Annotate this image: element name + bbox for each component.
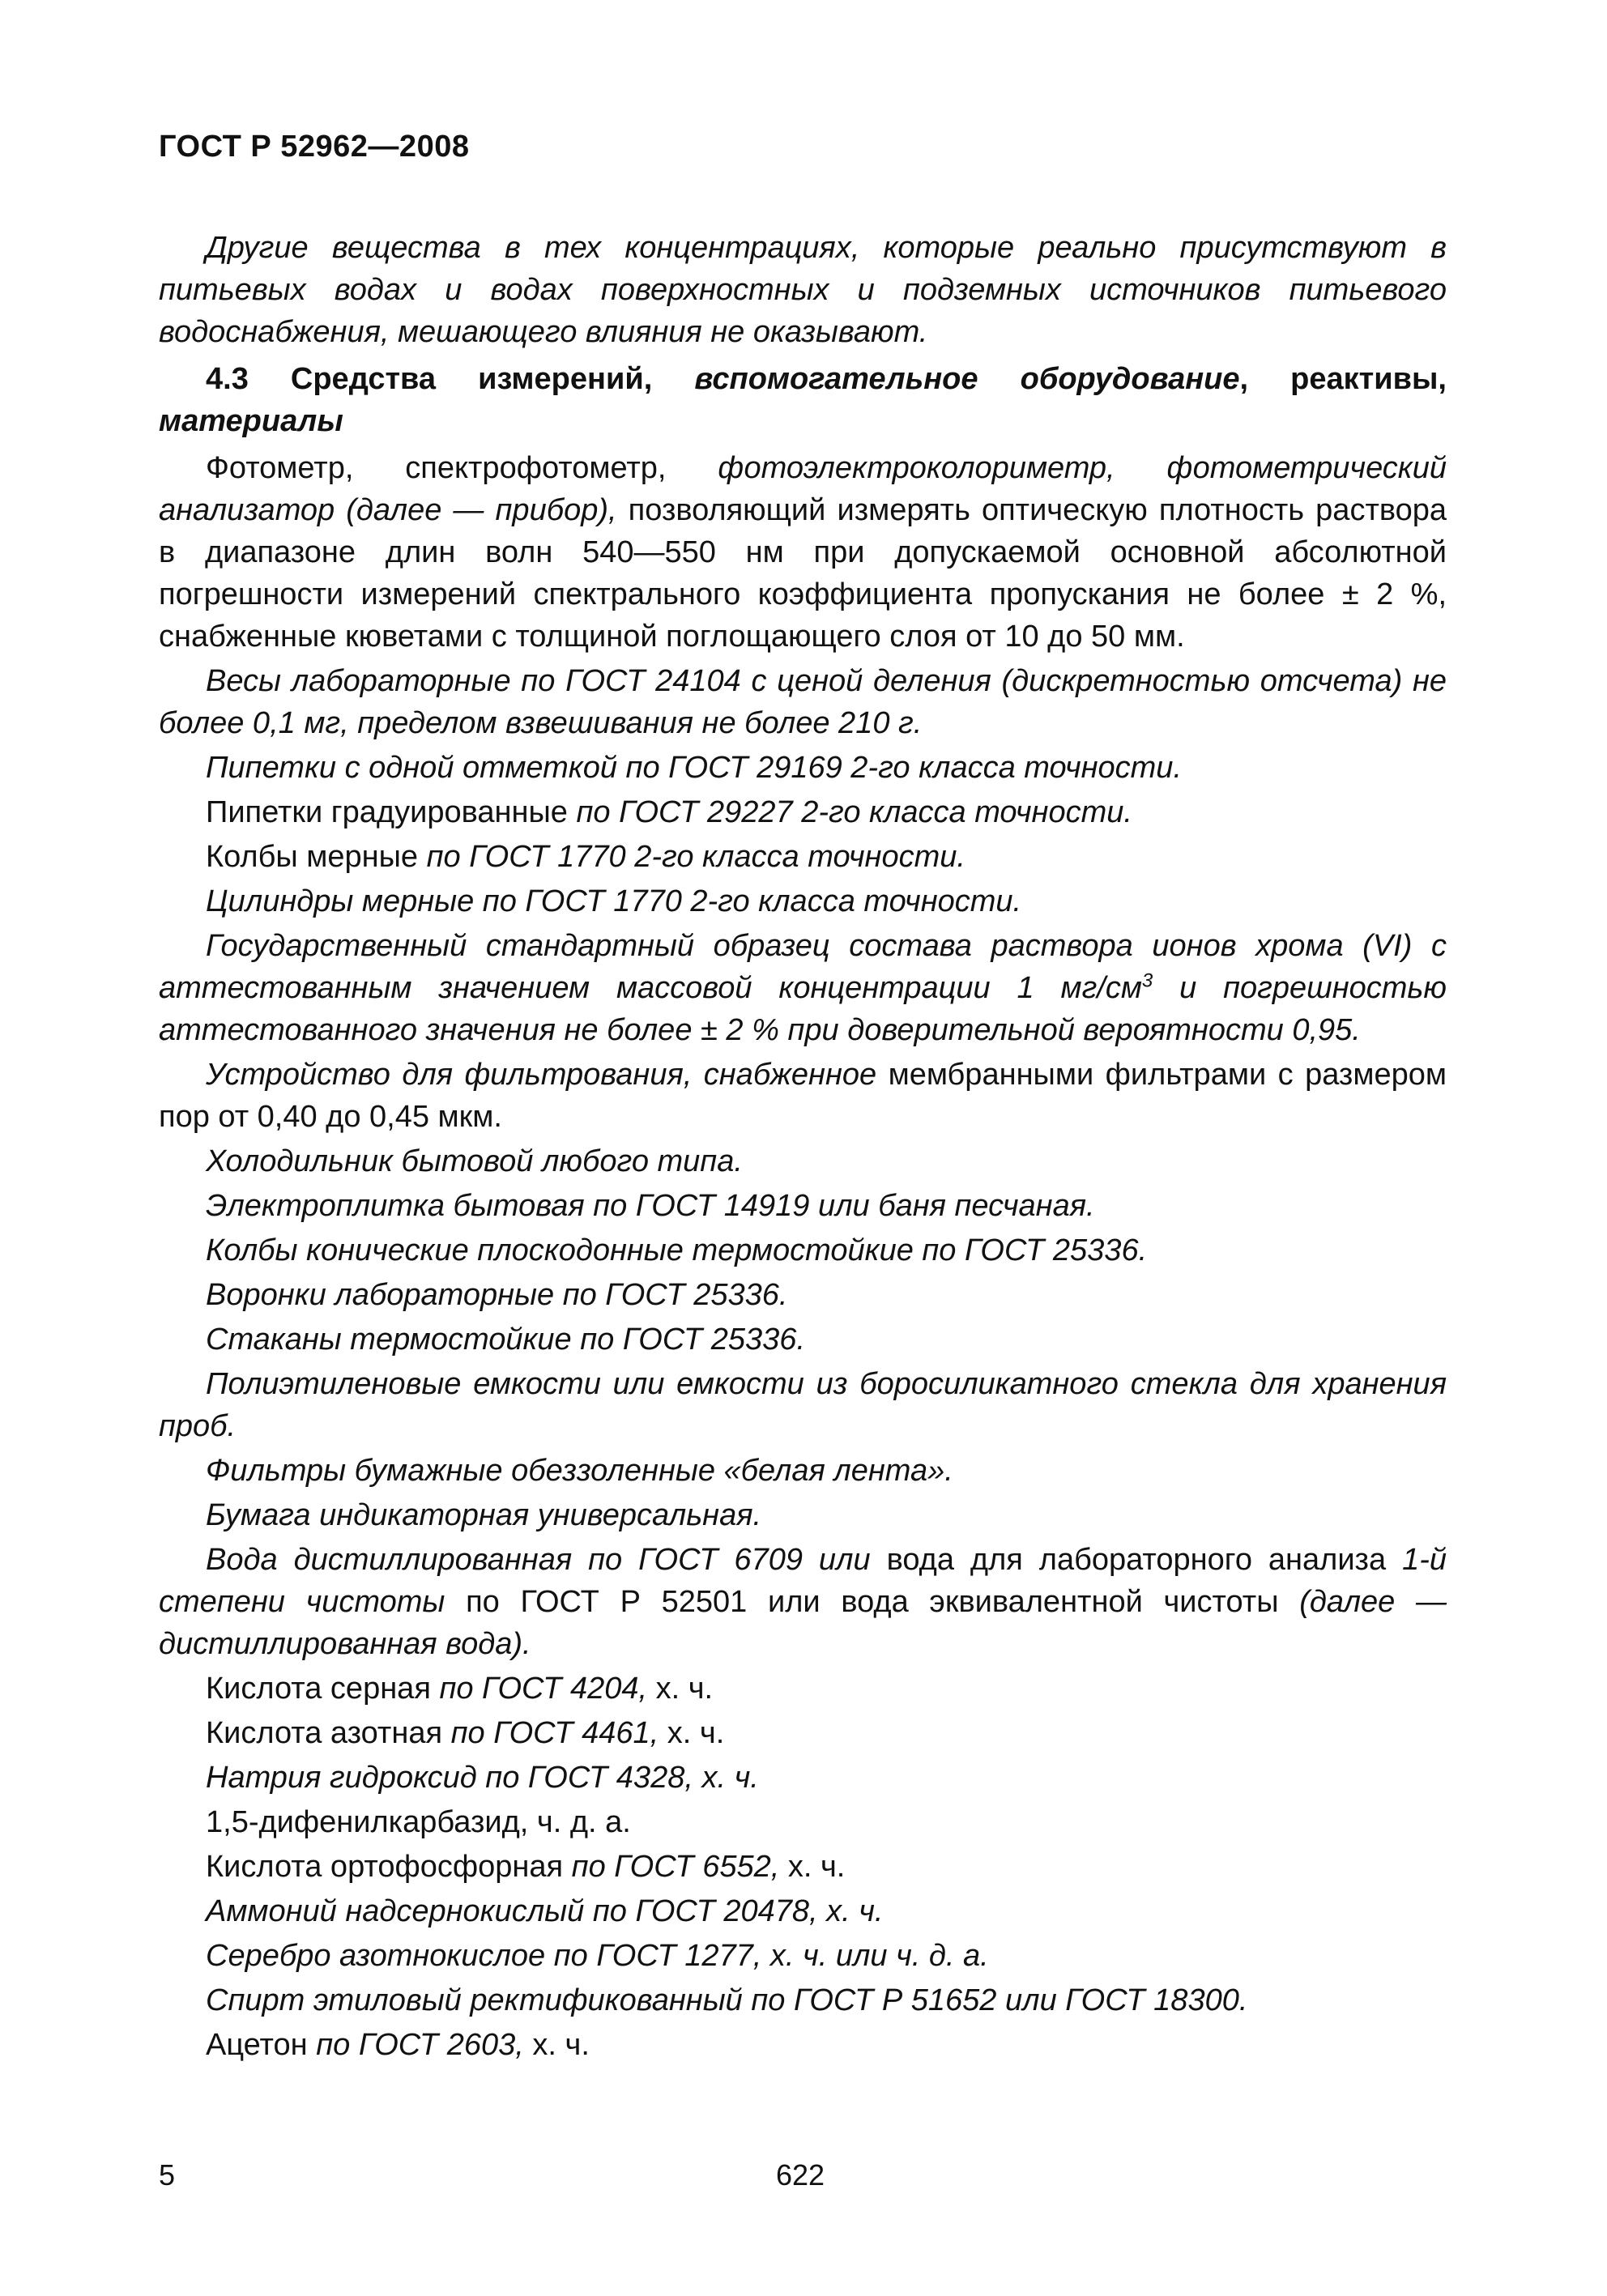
- paragraph-acetone: Ацетон по ГОСТ 2603, х. ч.: [206, 2028, 590, 2062]
- paragraph-nitric-acid: Кислота азотная по ГОСТ 4461, х. ч.: [206, 1716, 725, 1750]
- paragraph-ammonium-persulfate: Аммоний надсернокислый по ГОСТ 20478, х. ч.: [206, 1894, 884, 1928]
- paragraph-ethyl-alcohol: Спирт этиловый ректификованный по ГОСТ Р 51652 или ГОСТ 18300.: [206, 1983, 1248, 2017]
- document-body: [159, 227, 1447, 2068]
- paragraph-containers: Полиэтиленовые емкости или емкости из боросиликатного стекла для хранения проб.: [159, 1367, 1447, 1443]
- paragraph-cylinders: Цилиндры мерные по ГОСТ 1770 2-го класса точности.: [206, 884, 1022, 918]
- paragraph-reference-sample: Государственный стандартный образец состава раствора ионов хрома (VI) с аттестованным значением массовой концентрации 1 $мг/см^3$ и погрешностью аттестованного значения не более ± 2 % при доверительной вероятности 0,95.: [159, 929, 1447, 1047]
- paragraph-sodium-hydroxide: Натрия гидроксид по ГОСТ 4328, х. ч.: [206, 1761, 759, 1795]
- paragraph-sulfuric-acid: Кислота серная по ГОСТ 4204, х. ч.: [206, 1672, 714, 1706]
- paragraph-scales: Весы лабораторные по ГОСТ 24104 с ценой деления (дискретностью отсчета) не более 0,1 мг, пределом взвешивания не более 210 г.: [159, 664, 1447, 740]
- paragraph-interference: Другие вещества в тех концентрациях, которые реально присутствуют в питьевых водах и водах поверхностных и подземных источников питьевого водоснабжения, мешающего влияния не оказывают.: [159, 231, 1447, 349]
- paragraph-conical-flasks: Колбы конические плоскодонные термостойкие по ГОСТ 25336.: [206, 1233, 1148, 1267]
- paragraph-beakers: Стаканы термостойкие по ГОСТ 25336.: [206, 1323, 805, 1357]
- paragraph-filtration-device: Устройство для фильтрования, снабженное мембранными фильтрами с размером пор от 0,40 до 0,45 мкм.: [159, 1058, 1447, 1134]
- paragraph-volumetric-flasks: Колбы мерные по ГОСТ 1770 2-го класса точности.: [206, 840, 965, 874]
- section-heading-4-3: 4.3 Средства измерений, вспомогательное оборудование, реактивы, материалы: [159, 362, 1447, 438]
- paragraph-silver-nitrate: Серебро азотнокислое по ГОСТ 1277, х. ч. или ч. д. а.: [206, 1939, 989, 1973]
- paragraph-pipettes-graduated: Пипетки градуированные по ГОСТ 29227 2-го класса точности.: [206, 795, 1132, 829]
- paragraph-funnels: Воронки лабораторные по ГОСТ 25336.: [206, 1278, 788, 1312]
- paragraph-photometer: Фотометр, спектрофотометр, фотоэлектроколориметр, фотометрический анализатор (далее — прибор), позволяющий измерять оптическую плотность раствора в диапазоне длин волн 540—550 нм при допускаемой основной абсолютной погрешности измерений спектрального коэффициента пропускания не более ± 2 %, снабженные кюветами с толщиной поглощающего слоя от 10 до 50 мм.: [159, 451, 1447, 654]
- paragraph-indicator-paper: Бумага индикаторная универсальная.: [206, 1498, 762, 1532]
- paragraph-pipettes-single-mark: Пипетки с одной отметкой по ГОСТ 29169 2-го класса точности.: [206, 751, 1182, 785]
- page-number: 5: [159, 2158, 176, 2192]
- document-header-code: ГОСТ Р 52962—2008: [159, 130, 470, 164]
- paragraph-diphenylcarbazide: 1,5-дифенилкарбазид, ч. д. а.: [206, 1805, 631, 1839]
- paragraph-hot-plate: Электроплитка бытовая по ГОСТ 14919 или баня песчаная.: [206, 1189, 1095, 1223]
- footer-center-number: 622: [776, 2158, 825, 2192]
- paragraph-phosphoric-acid: Кислота ортофосфорная по ГОСТ 6552, х. ч.: [206, 1850, 846, 1884]
- paragraph-paper-filters: Фильтры бумажные обеззоленные «белая лента».: [206, 1454, 953, 1488]
- paragraph-distilled-water: Вода дистиллированная по ГОСТ 6709 или вода для лабораторного анализа 1-й степени чистоты по ГОСТ Р 52501 или вода эквивалентной чистоты (далее — дистиллированная вода).: [159, 1543, 1447, 1661]
- paragraph-refrigerator: Холодильник бытовой любого типа.: [206, 1144, 743, 1178]
